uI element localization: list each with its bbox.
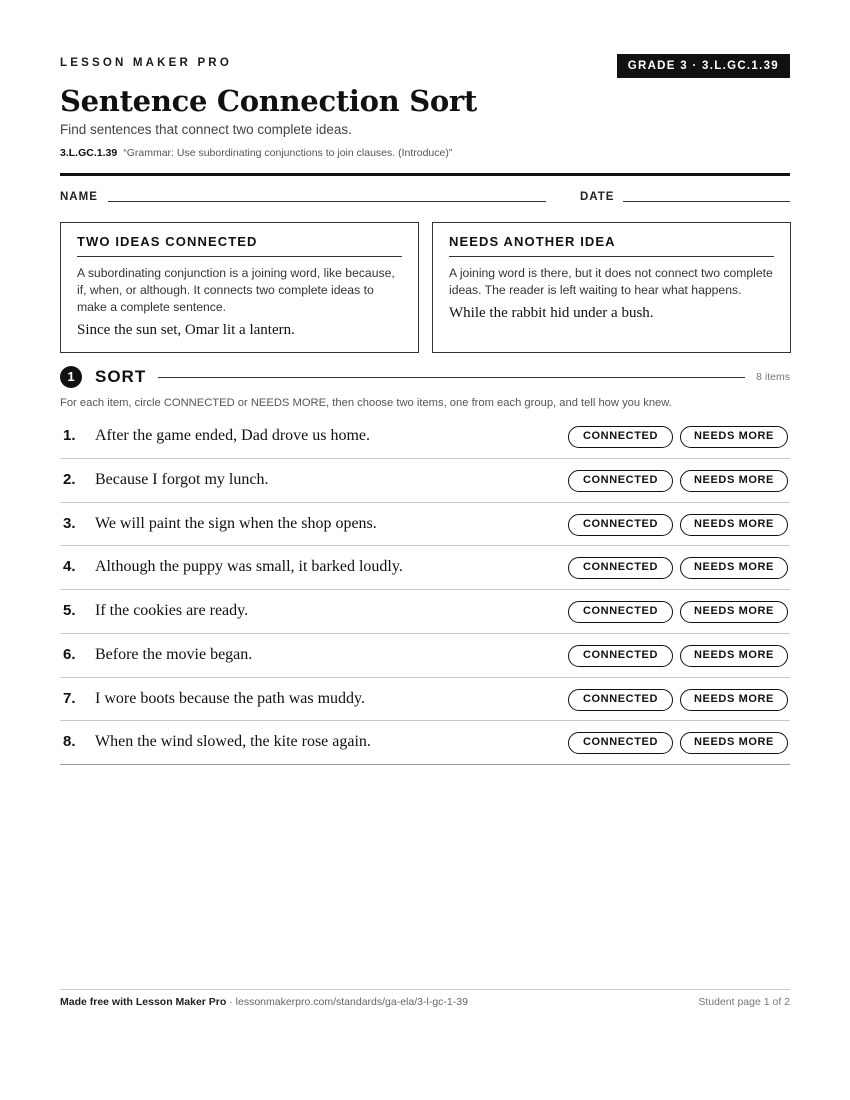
item-list [60, 415, 790, 765]
item-number: 4. [63, 558, 76, 576]
list-item [60, 415, 790, 459]
box-example: While the rabbit hid under a bush. [449, 305, 654, 321]
standard-line [60, 147, 452, 159]
connected-option[interactable]: CONNECTED [568, 645, 673, 667]
list-item [60, 503, 790, 547]
needs-more-option[interactable]: NEEDS MORE [680, 557, 788, 579]
header-divider [60, 173, 790, 176]
item-number: 8. [63, 733, 76, 751]
section-header [60, 366, 790, 388]
connected-option[interactable]: CONNECTED [568, 470, 673, 492]
connected-option[interactable]: CONNECTED [568, 514, 673, 536]
item-sentence: Before the movie began. [95, 645, 253, 663]
footer-made-with: Made free with Lesson Maker Pro [60, 996, 227, 1008]
item-count: 8 items [756, 371, 790, 383]
needs-more-option[interactable]: NEEDS MORE [680, 514, 788, 536]
step-number-badge: 1 [60, 366, 82, 388]
list-item [60, 634, 790, 678]
brand-name: LESSON MAKER PRO [60, 57, 232, 69]
section-title: SORT [95, 367, 147, 386]
item-sentence: Although the puppy was small, it barked loudly. [95, 558, 403, 576]
section-divider [158, 377, 745, 378]
page-title: Sentence Connection Sort [60, 84, 478, 118]
needs-more-option[interactable]: NEEDS MORE [680, 601, 788, 623]
list-item [60, 546, 790, 590]
item-sentence: After the game ended, Dad drove us home. [95, 427, 371, 444]
item-number: 1. [63, 427, 76, 444]
list-item [60, 721, 790, 765]
needs-more-option[interactable]: NEEDS MORE [680, 426, 788, 448]
footer-url[interactable]: · lessonmakerpro.com/standards/ga-ela/3-l-gc-1-39 [226, 996, 468, 1008]
item-number: 6. [63, 645, 76, 663]
connected-option[interactable]: CONNECTED [568, 426, 673, 448]
footer-divider [60, 989, 790, 990]
grade-badge: GRADE 3 · 3.L.GC.1.39 [617, 54, 790, 78]
connected-definition-box [60, 222, 419, 353]
item-sentence: Because I forgot my lunch. [95, 470, 269, 488]
list-item [60, 678, 790, 722]
item-sentence: We will paint the sign when the shop opens. [95, 514, 377, 532]
instructions: For each item, circle CONNECTED or NEEDS MORE, then choose two items, one from each group, and tell how you knew. [60, 397, 672, 409]
page-subtitle: Find sentences that connect two complete ideas. [60, 122, 352, 137]
connected-option[interactable]: CONNECTED [568, 601, 673, 623]
list-item [60, 459, 790, 503]
item-number: 5. [63, 602, 76, 619]
item-sentence: I wore boots because the path was muddy. [95, 689, 365, 707]
name-label: NAME [60, 191, 98, 203]
connected-option[interactable]: CONNECTED [568, 732, 673, 754]
worksheet-page [60, 0, 790, 1100]
date-label: DATE [580, 191, 615, 203]
item-sentence: If the cookies are ready. [95, 602, 249, 619]
item-sentence: When the wind slowed, the kite rose again. [95, 733, 371, 751]
standard-code: 3.L.GC.1.39 [60, 147, 118, 159]
box-example: Since the sun set, Omar lit a lantern. [77, 322, 295, 338]
date-field[interactable] [623, 201, 790, 202]
needs-more-option[interactable]: NEEDS MORE [680, 732, 788, 754]
item-number: 3. [63, 514, 76, 532]
connected-option[interactable]: CONNECTED [568, 557, 673, 579]
box-heading: TWO IDEAS CONNECTED [77, 234, 402, 257]
box-description: A joining word is there, but it does not connect two complete ideas. The reader is left waiting to hear what happens. [449, 266, 773, 297]
needs-more-option[interactable]: NEEDS MORE [680, 645, 788, 667]
connected-option[interactable]: CONNECTED [568, 689, 673, 711]
footer-credit [60, 996, 468, 1008]
needs-more-option[interactable]: NEEDS MORE [680, 689, 788, 711]
list-item [60, 590, 790, 634]
item-number: 7. [63, 689, 76, 707]
needs-idea-definition-box [432, 222, 791, 353]
name-field[interactable] [108, 201, 546, 202]
needs-more-option[interactable]: NEEDS MORE [680, 470, 788, 492]
box-description: A subordinating conjunction is a joining word, like because, if, when, or although. It connects two complete ideas to make a complete sentence. [77, 266, 395, 314]
box-heading: NEEDS ANOTHER IDEA [449, 234, 774, 257]
item-number: 2. [63, 470, 76, 488]
standard-text: “Grammar: Use subordinating conjunctions to join clauses. (Introduce)” [123, 147, 453, 159]
page-indicator: Student page 1 of 2 [698, 996, 790, 1008]
